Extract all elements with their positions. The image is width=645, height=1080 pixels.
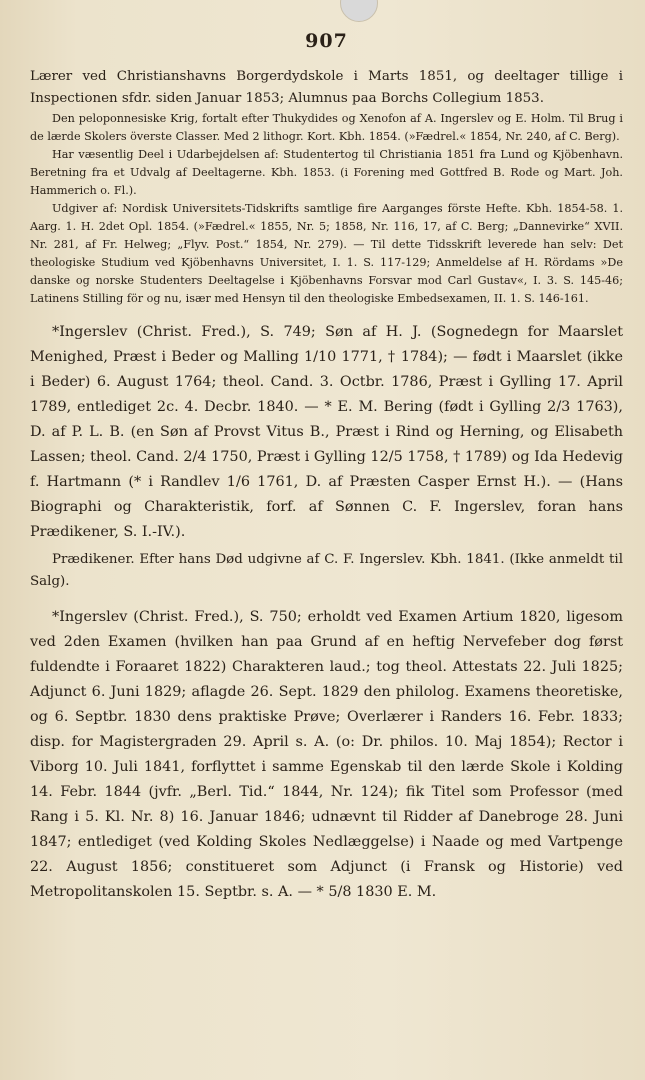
publication-universitets-tidskrift: Udgiver af: Nordisk Universitets-Tidskrifts samtlige fire Aarganges förste Hefte. Kbh. 1854-58. 1. Aarg. 1. H. 2det Opl. 1854. (»Fædrel.« 1855, Nr. 5; 1858, Nr. 116, 17, af C. Berg; „Dannevirke“ XVII. Nr. 281, af Fr. Helweg; „Flyv. Post.“ 1854, Nr. 279). — Til dette Tidsskrift leverede han selv: Det theologiske Studium ved Kjöbenhavns Universitet, I. 1. S. 117-129; Anmeldelse af H. Rördams »De danske og norske Studenters Deeltagelse i Kjöbenhavns Forsvar mod Carl Gustav«, I. 3. S. 145-46; Latinens Stilling för og nu, især med Hensyn til den theologiske Embedsexamen, II. 1. S. 146-161. (30, 202, 623, 305)
page-notch (340, 0, 378, 22)
entry-continuation: Lærer ved Christianshavns Borgerdydskole i Marts 1851, og deeltager tillige i Inspectionen sfdr. siden Januar 1853; Alumnus paa Borchs Collegium 1853. (30, 69, 623, 106)
publication-studentertog: Har væsentlig Deel i Udarbejdelsen af: Studentertog til Christiania 1851 fra Lund og Kjöbenhavn. Beretning fra et Udvalg af Deeltagerne. Kbh. 1853. (i Forening med Gottfred B. Rode og Mart. Joh. Hammerich o. Fl.). (30, 148, 623, 197)
publication-praedikener: Prædikener. Efter hans Død udgivne af C. F. Ingerslev. Kbh. 1841. (Ikke anmeldt til Salg). (30, 552, 623, 589)
entry-ingerslev-1: *Ingerslev (Christ. Fred.), S. 749; Søn af H. J. (Sognedegn for Maarslet Menighed, Præst i Beder og Malling 1/10 1771, † 1784); — født i Maarslet (ikke i Beder) 6. August 1764; theol. Cand. 3. Octbr. 1786, Præst i Gylling 17. April 1789, entlediget 2c. 4. Decbr. 1840. — * E. M. Bering (født i Gylling 2/3 1763), D. af P. L. B. (en Søn af Provst Vitus B., Præst i Rind og Herning, og Elisabeth Lassen; theol. Cand. 2/4 1750, Præst i Gylling 12/5 1758, † 1789) og Ida Hedevig f. Hartmann (* i Randlev 1/6 1761, D. af Præsten Casper Ernst H.). — (Hans Biographi og Charakteristik, forf. af Sønnen C. F. Ingerslev, foran hans Prædikener, S. I.-IV.). (30, 324, 623, 540)
entry-ingerslev-2: *Ingerslev (Christ. Fred.), S. 750; erholdt ved Examen Artium 1820, ligesom ved 2den Examen (hvilken han paa Grund af en heftig Nervefeber dog først fuldendte i Foraaret 1822) Charakteren laud.; tog theol. Attestats 22. Juli 1825; Adjunct 6. Juni 1829; aflagde 26. Sept. 1829 den philolog. Examens theoretiske, og 6. Septbr. 1830 dens praktiske Prøve; Overlærer i Randers 16. Febr. 1833; disp. for Magistergraden 29. April s. A. (o: Dr. philos. 10. Maj 1854); Rector i Viborg 10. Juli 1841, forflyttet i samme Egenskab til den lærde Skole i Kolding 14. Febr. 1844 (jvfr. „Berl. Tid.“ 1844, Nr. 124); fik Titel som Professor (med Rang i 5. Kl. Nr. 8) 16. Januar 1846; udnævnt til Ridder af Danebroge 28. Juni 1847; entlediget (ved Kolding Skoles Nedlæggelse) i Naade og med Vartpenge 22. August 1856; constitueret som Adjunct (i Fransk og Historie) ved Metropolitanskolen 15. Septbr. s. A. — * 5/8 1830 E. M. (30, 609, 623, 900)
page-number: 907 (305, 30, 348, 52)
publication-peloponnesiske-krig: Den peloponnesiske Krig, fortalt efter Thukydides og Xenofon af A. Ingerslev og E. Holm. Til Brug i de lærde Skolers överste Classer. Med 2 lithogr. Kort. Kbh. 1854. (»Fædrel.« 1854, Nr. 240, af C. Berg). (30, 112, 623, 143)
